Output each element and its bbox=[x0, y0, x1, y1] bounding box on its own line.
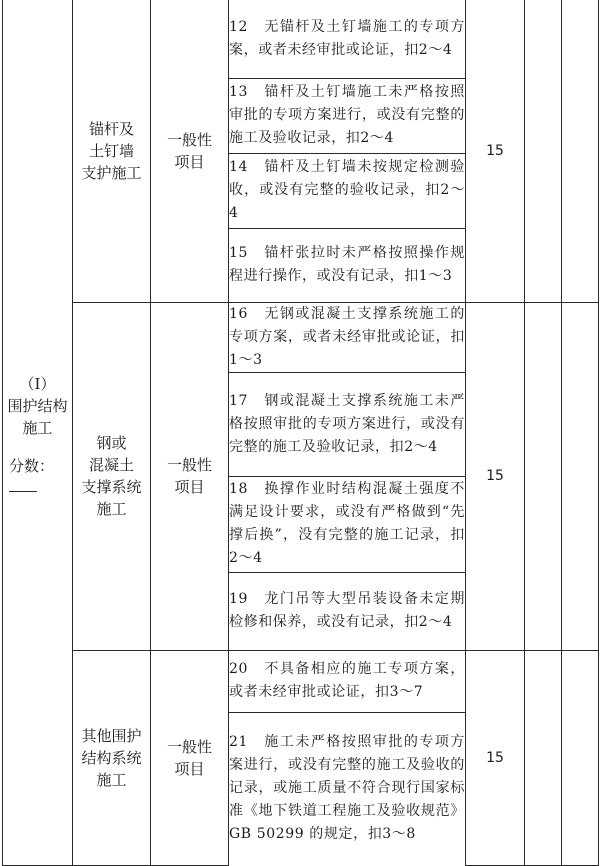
section-score-label: 分数： bbox=[9, 456, 55, 475]
actual-score-blank-cell bbox=[562, 0, 599, 302]
item-type-line: 项目 bbox=[174, 152, 205, 171]
section-cell bbox=[3, 0, 73, 865]
item-type-cell bbox=[151, 650, 229, 865]
deduction-blank-cell bbox=[525, 302, 562, 650]
inspection-table bbox=[2, 0, 599, 866]
deduction-blank-cell bbox=[525, 650, 562, 865]
item-type-line: 项目 bbox=[174, 478, 205, 496]
project-name-line: 锚杆及 bbox=[88, 119, 134, 138]
deduction-item: 12 无锚杆及土钉墙施工的专项方案，或者未经审批或论证，扣2～4 bbox=[229, 0, 466, 78]
section-score-field bbox=[3, 455, 72, 492]
project-name-line: 支护施工 bbox=[81, 163, 142, 182]
section-title-line: 施工 bbox=[22, 418, 53, 437]
section-title-line: 围护结构 bbox=[7, 396, 68, 415]
table-row bbox=[3, 650, 599, 712]
project-name-line: 施工 bbox=[96, 770, 127, 789]
deduction-item: 21 施工未严格按照审批的专项方案进行，或没有完整的施工及验收的记录，或施工质量不符合现行国家标准《地下铁道工程施工及验收规范》GB 50299 的规定，扣3～8 bbox=[229, 712, 466, 865]
project-name-line: 支撑系统 bbox=[81, 478, 142, 496]
deduction-item: 13 锚杆及土钉墙施工未严格按照审批的专项方案进行，或没有完整的施工及验收记录，扣2～4 bbox=[229, 78, 466, 153]
deduction-item: 17 钢或混凝土支撑系统施工未严格按照审批的专项方案进行，或没有完整的施工及验收记录，扣2～4 bbox=[229, 372, 466, 476]
score-cell: 15 bbox=[466, 302, 525, 650]
project-name-line: 钢或 bbox=[96, 434, 127, 452]
deduction-item: 18 换撑作业时结构混凝土强度不满足设计要求，或没有严格做到“先撑后换”，没有完整的施工记录，扣2～4 bbox=[229, 476, 466, 572]
section-title-line: （Ⅰ） bbox=[19, 374, 56, 393]
project-cell bbox=[73, 302, 151, 650]
table-row bbox=[3, 0, 599, 78]
deduction-item: 15 锚杆张拉时未严格按照操作规程进行操作，或没有记录，扣1～3 bbox=[229, 228, 466, 302]
item-type-line: 一般性 bbox=[166, 456, 212, 474]
deduction-item: 16 无钢或混凝土支撑系统施工的专项方案，或者未经审批或论证，扣1～3 bbox=[229, 302, 466, 372]
table-row bbox=[3, 302, 599, 372]
item-type-cell bbox=[151, 302, 229, 650]
project-name-line: 结构系统 bbox=[81, 748, 142, 767]
deduction-item: 19 龙门吊等大型吊装设备未定期检修和保养，或没有记录，扣2～4 bbox=[229, 572, 466, 650]
project-name-line: 施工 bbox=[96, 500, 127, 518]
item-type-line: 一般性 bbox=[166, 737, 212, 756]
project-cell bbox=[73, 0, 151, 302]
actual-score-blank-cell bbox=[562, 302, 599, 650]
deduction-blank-cell bbox=[525, 0, 562, 302]
project-name-line: 土钉墙 bbox=[88, 141, 134, 160]
section-score-blank bbox=[9, 477, 37, 492]
project-cell bbox=[73, 650, 151, 865]
score-cell: 15 bbox=[466, 0, 525, 302]
project-name-line: 其他围护 bbox=[81, 726, 142, 745]
score-cell: 15 bbox=[466, 650, 525, 865]
actual-score-blank-cell bbox=[562, 650, 599, 865]
deduction-item: 14 锚杆及土钉墙未按规定检测验收，或没有完整的验收记录，扣2～4 bbox=[229, 153, 466, 228]
project-name-line: 混凝土 bbox=[88, 456, 134, 474]
item-type-line: 一般性 bbox=[166, 130, 212, 149]
deduction-item: 20 不具备相应的施工专项方案，或者未经审批或论证，扣3～7 bbox=[229, 650, 466, 712]
item-type-line: 项目 bbox=[174, 759, 205, 778]
item-type-cell bbox=[151, 0, 229, 302]
